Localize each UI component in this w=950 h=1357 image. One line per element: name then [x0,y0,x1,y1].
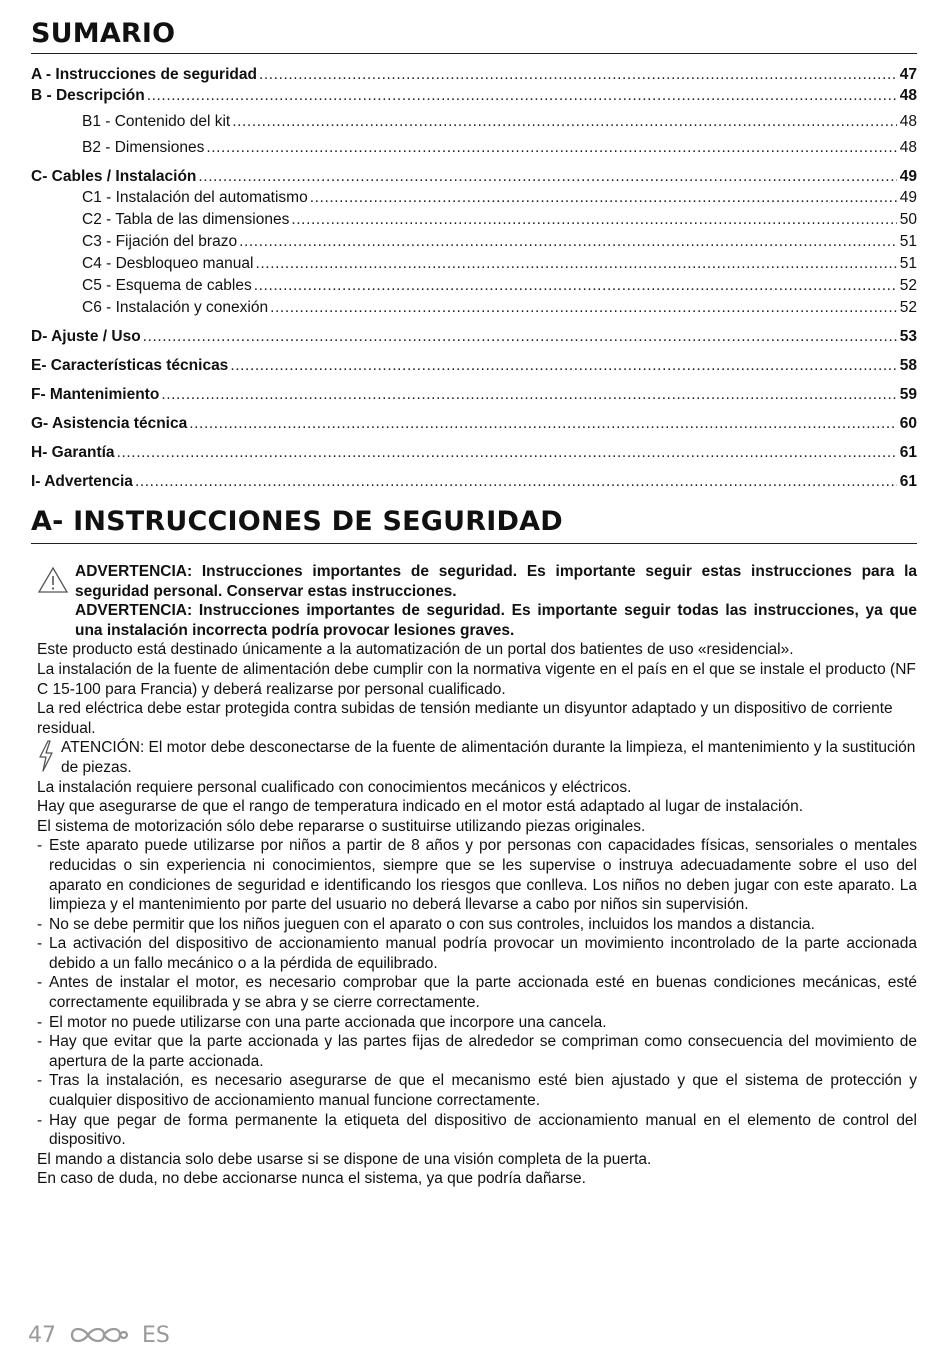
toc-leader [230,357,897,375]
toc-leader [270,299,897,317]
page-number: 47 [28,1322,56,1348]
toc-entry-a[interactable] [31,66,917,87]
toc-label: B2 - Dimensiones [82,139,205,156]
page-footer [28,1322,170,1348]
toc-page: 61 [899,444,917,461]
paragraph: En caso de duda, no debe accionarse nunca el sistema, ya que podría dañarse. [37,1170,586,1188]
toc-leader [259,66,897,84]
list-item: - La activación del dispositivo de accionamiento manual podría provocar un movimiento incontrolado de la parte accionada debido a un fallo mecánico o a la pérdida de equilibrado. [37,934,917,973]
toc-label: C5 - Esquema de cables [82,277,252,294]
list-item: - Hay que evitar que la parte accionada y las partes fijas de alrededor se compriman como consecuencia del movimiento de apertura de la parte accionada. [37,1032,917,1071]
toc-label: C1 - Instalación del automatismo [82,189,308,206]
warning-block [31,562,917,640]
toc-entry-c3[interactable] [31,233,917,254]
language-code: ES [142,1322,170,1348]
toc-page: 51 [899,233,917,250]
toc-leader [143,328,897,346]
toc-page: 48 [899,139,917,156]
list-item: - No se debe permitir que los niños jueguen con el aparato o con sus controles, incluidos los mandos a distancia. [37,915,917,935]
toc-page: 48 [899,113,917,130]
toc-label: C3 - Fijación del brazo [82,233,238,250]
toc-leader [147,87,897,105]
toc-leader [198,168,897,186]
warning-text-1: ADVERTENCIA: Instrucciones importantes de seguridad. Es importante seguir estas instrucciones para la seguridad personal. Conservar estas instrucciones. [75,563,917,600]
toc-entry-b[interactable] [31,87,917,108]
toc-label: E- Características técnicas [31,357,229,374]
list-item: - Antes de instalar el motor, es necesario comprobar que la parte accionada esté en buenas condiciones mecánicas, esté correctamente equilibrada y se abra y se cierre correctamente. [37,973,917,1012]
toc-page: 49 [899,189,917,206]
toc-entry-c5[interactable] [31,277,917,298]
toc-leader [239,233,897,251]
toc-entry-c2[interactable] [31,211,917,232]
toc-leader [291,211,897,229]
toc-label: C2 - Tabla de las dimensiones [82,211,290,228]
toc-label: I- Advertencia [31,473,133,490]
paragraph: El mando a distancia solo debe usarse si se dispone de una visión completa de la puerta. [37,1150,652,1168]
toc-leader [135,473,897,491]
paragraph: La instalación requiere personal cualificado con conocimientos mecánicos y eléctricos. [37,778,632,796]
paragraph: Este producto está destinado únicamente a la automatización de un portal dos batientes de uso «residencial». [37,641,794,659]
paragraph: La red eléctrica debe estar protegida contra subidas de tensión mediante un disyuntor adaptado y un dispositivo de corriente residual. [37,700,893,737]
safety-section-title: A- INSTRUCCIONES DE SEGURIDAD [31,502,917,544]
toc-leader [161,386,897,404]
toc-leader [206,139,897,157]
paragraph: La instalación de la fuente de alimentación debe cumplir con la normativa vigente en el país en el que se instale el producto (NF C 15-100 para Francia) y deberá realizarse por personal cualificado. [37,660,916,698]
summary-title: SUMARIO [31,14,917,54]
toc-leader [232,113,897,131]
toc-entry-c1[interactable] [31,189,917,210]
toc-leader [254,277,897,295]
list-item: - El motor no puede utilizarse con una parte accionada que incorpore una cancela. [37,1013,917,1033]
toc-entry-b2[interactable] [31,139,917,160]
toc-label: H- Garantía [31,444,115,461]
toc-entry-f[interactable] [31,386,917,407]
toc-entry-d[interactable] [31,328,917,349]
toc-page: 49 [899,168,917,185]
toc-page: 53 [899,328,917,345]
toc-page: 50 [899,211,917,228]
toc-entry-c[interactable] [31,168,917,189]
toc-page: 59 [899,386,917,403]
toc-leader [310,189,897,207]
attention-text: ATENCIÓN: El motor debe desconectarse de la fuente de alimentación durante la limpieza, el mantenimiento y la sustitución de piezas. [61,739,916,776]
toc-entry-g[interactable] [31,415,917,436]
warning-text-2: ADVERTENCIA: Instrucciones importantes de seguridad. Es importante seguir todas las instrucciones, ya que una instalación incorrecta podría provocar lesiones graves. [75,602,917,639]
toc-page: 58 [899,357,917,374]
toc-entry-c4[interactable] [31,255,917,276]
toc-label: C6 - Instalación y conexión [82,299,269,316]
paragraph: Hay que asegurarse de que el rango de temperatura indicado en el motor está adaptado al lugar de instalación. [37,798,804,816]
toc-page: 60 [899,415,917,432]
toc-page: 48 [899,87,917,104]
toc-label: G- Asistencia técnica [31,415,188,432]
toc-leader [117,444,897,462]
toc-entry-i[interactable] [31,473,917,494]
toc-entry-b1[interactable] [31,113,917,134]
toc-label: C4 - Desbloqueo manual [82,255,254,272]
attention-block [31,738,917,777]
toc-entry-c6[interactable] [31,299,917,320]
toc-entry-h[interactable] [31,444,917,465]
toc-label: B1 - Contenido del kit [82,113,231,130]
list-item: - Este aparato puede utilizarse por niños a partir de 8 años y por personas con capacidades físicas, sensoriales o mentales reducidas o sin experiencia ni conocimientos, siempre que se les supervise o instruya adecuadamente sobre el uso del aparato en condiciones de seguridad e identificando los riesgos que conlleva. Los niños no deben jugar con este aparato. La limpieza y el mantenimiento por parte del usuario no deberá llevarse a cabo por niños sin supervisión. [37,836,917,914]
paragraph: El sistema de motorización sólo debe repararse o sustituirse utilizando piezas originales. [37,817,646,835]
toc-leader [255,255,897,273]
list-item: - Hay que pegar de forma permanente la etiqueta del dispositivo de accionamiento manual en el elemento de control del dispositivo. [37,1111,917,1150]
lightning-bolt-icon [37,740,55,772]
toc-label: F- Mantenimiento [31,386,160,403]
toc-leader [189,415,897,433]
toc-label: C- Cables / Instalación [31,168,197,185]
toc-page: 51 [899,255,917,272]
page [31,14,917,1189]
safety-content [31,562,917,1189]
table-of-contents [31,66,917,494]
list-item: - Tras la instalación, es necesario asegurarse de que el mecanismo esté bien ajustado y que el sistema de protección y cualquier dispositivo de accionamiento manual funcione correctamente. [37,1071,917,1110]
toc-page: 52 [899,277,917,294]
toc-entry-e[interactable] [31,357,917,378]
toc-page: 61 [899,473,917,490]
safety-bullet-list [31,836,917,1150]
toc-page: 52 [899,299,917,316]
toc-label: D- Ajuste / Uso [31,328,141,345]
toc-label: A - Instrucciones de seguridad [31,66,257,83]
toc-page: 47 [899,66,917,83]
warning-triangle-icon [37,566,69,594]
avidsen-logo-icon [66,1322,132,1348]
toc-label: B - Descripción [31,87,145,104]
